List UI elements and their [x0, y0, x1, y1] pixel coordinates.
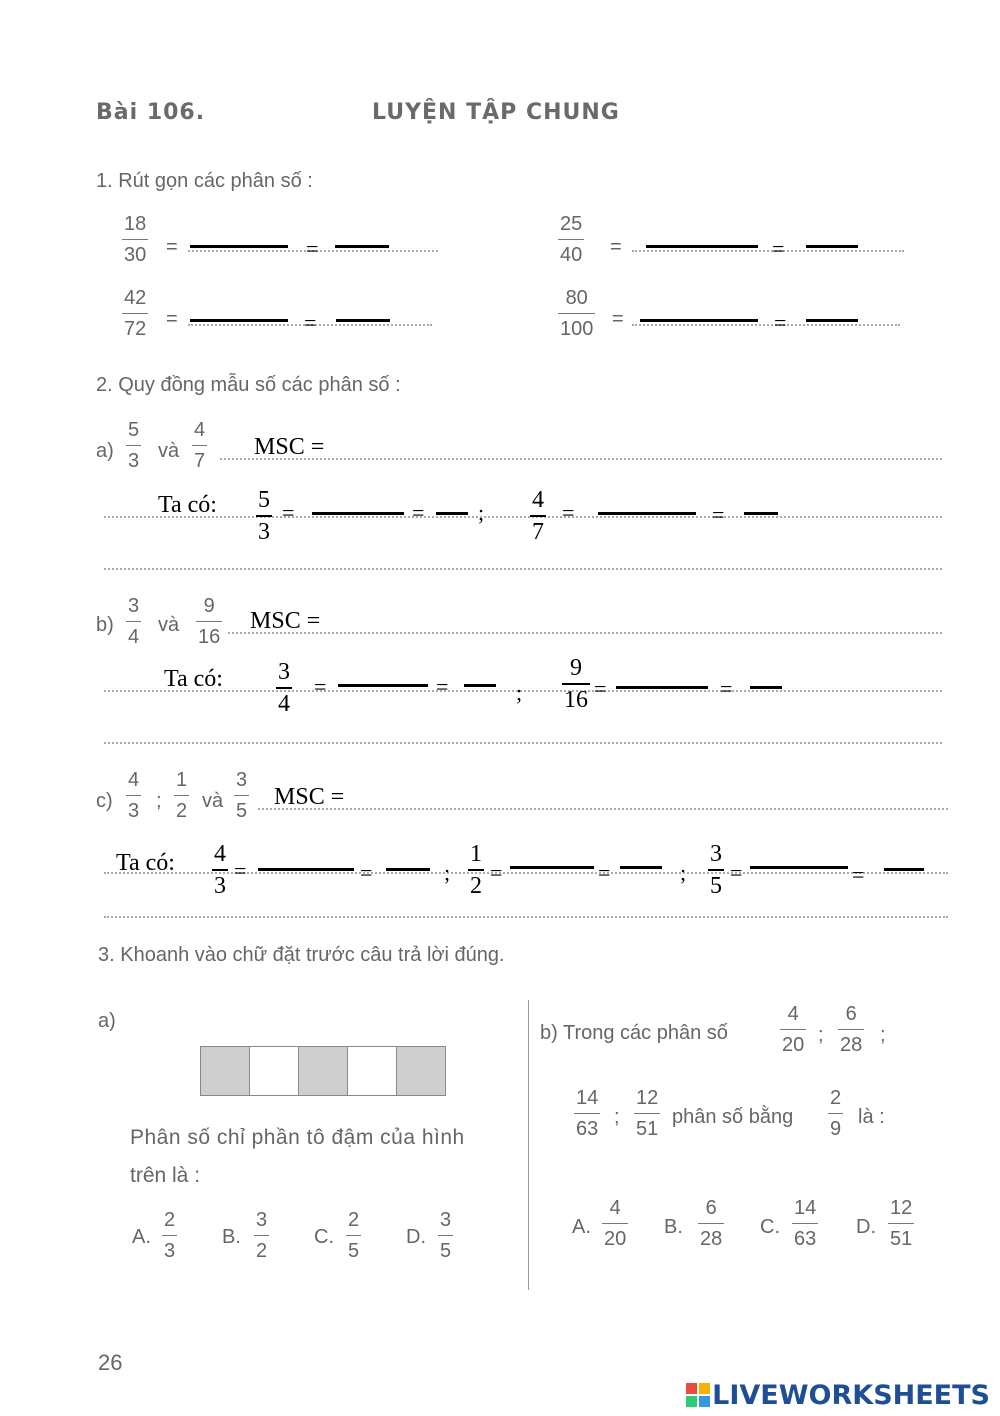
equals-sign: =	[730, 860, 743, 885]
equals-sign: =	[852, 862, 865, 887]
fraction-3-4: 3 4	[128, 595, 140, 648]
answer-blank[interactable]	[750, 686, 782, 689]
question-text: Phân số chỉ phần tô đậm của hình	[130, 1126, 465, 1149]
semicolon: ;	[516, 680, 523, 705]
equals-sign: =	[772, 236, 785, 261]
msc-answer-line[interactable]	[220, 458, 942, 460]
answer-blank[interactable]	[646, 245, 758, 248]
answer-dotted-line	[632, 324, 900, 326]
msc-answer-line[interactable]	[258, 808, 948, 810]
answer-blank[interactable]	[616, 686, 708, 689]
semicolon: ;	[444, 860, 451, 885]
answer-dotted-line	[104, 916, 948, 918]
strip-cell-empty	[347, 1046, 397, 1096]
option-c-letter[interactable]: C.	[760, 1216, 780, 1238]
equals-sign: =	[360, 860, 373, 885]
answer-blank[interactable]	[190, 245, 288, 248]
fraction-5-3: 5 3	[128, 419, 140, 472]
fraction-2-9: 2 9	[830, 1087, 842, 1140]
question-text: b) Trong các phân số	[540, 1022, 728, 1044]
fraction-4-3: 4 3	[128, 769, 140, 822]
answer-blank[interactable]	[620, 866, 662, 869]
answer-blank[interactable]	[464, 684, 496, 687]
option-b-fraction[interactable]: 3 2	[256, 1209, 268, 1262]
fraction-4-20: 4 20	[782, 1003, 805, 1056]
fraction-4-7: 4 7	[194, 419, 206, 472]
fraction-12-51: 12 51	[636, 1087, 659, 1140]
answer-blank[interactable]	[750, 866, 848, 869]
answer-blank[interactable]	[806, 319, 858, 322]
ex1-fraction-25-40: 25 40	[560, 213, 583, 266]
equals-sign: =	[412, 500, 425, 525]
answer-blank[interactable]	[312, 512, 404, 515]
option-b-letter[interactable]: B.	[222, 1226, 241, 1248]
equals-sign: =	[282, 500, 295, 525]
answer-dotted-line	[632, 250, 904, 252]
ex1-title: 1. Rút gọn các phân số :	[96, 170, 313, 192]
equals-sign: =	[490, 860, 503, 885]
answer-dotted-line	[104, 872, 948, 874]
strip-cell-shaded	[200, 1046, 250, 1096]
semicolon: ;	[818, 1024, 824, 1046]
answer-blank[interactable]	[884, 868, 924, 871]
ex2-title: 2. Quy đồng mẫu số các phân số :	[96, 374, 401, 396]
ex1-fraction-18-30: 18 30	[124, 213, 147, 266]
liveworksheets-logo[interactable]	[686, 1380, 990, 1411]
fraction-9-16: 9 16	[564, 655, 588, 713]
equals-sign: =	[166, 236, 178, 258]
semicolon: ;	[614, 1106, 620, 1128]
liveworksheets-icon	[686, 1383, 710, 1407]
equals-sign: =	[612, 308, 624, 330]
fraction-3-5: 3 5	[710, 841, 722, 899]
option-b-fraction[interactable]: 6 28	[700, 1197, 723, 1250]
ex1-fraction-80-100: 80 100	[560, 287, 594, 340]
answer-blank[interactable]	[335, 245, 389, 248]
option-a-fraction[interactable]: 2 3	[164, 1209, 176, 1262]
lesson-number: Bài 106.	[96, 100, 206, 125]
msc-label: MSC =	[274, 784, 345, 810]
ex1-fraction-42-72: 42 72	[124, 287, 147, 340]
ta-co-label: Ta có:	[116, 850, 175, 876]
fraction-3-5: 3 5	[236, 769, 248, 822]
answer-blank[interactable]	[386, 868, 430, 871]
and-text: và	[202, 790, 224, 812]
and-text: và	[158, 614, 180, 636]
equals-sign: =	[314, 674, 327, 699]
question-text: phân số bằng	[672, 1106, 794, 1128]
equals-sign: =	[720, 676, 733, 701]
equals-sign: =	[306, 236, 319, 261]
answer-blank[interactable]	[336, 319, 390, 322]
ta-co-label: Ta có:	[164, 666, 223, 692]
fraction-9-16: 9 16	[198, 595, 221, 648]
answer-blank[interactable]	[436, 512, 468, 515]
semicolon: ;	[880, 1024, 886, 1046]
answer-blank[interactable]	[338, 684, 428, 687]
option-d-fraction[interactable]: 3 5	[440, 1209, 452, 1262]
answer-dotted-line	[104, 690, 942, 692]
option-d-letter[interactable]: D.	[856, 1216, 876, 1238]
strip-cell-empty	[249, 1046, 299, 1096]
part-b-label: b)	[96, 614, 114, 636]
answer-blank[interactable]	[640, 319, 758, 322]
msc-label: MSC =	[250, 608, 321, 634]
page-title: LUYỆN TẬP CHUNG	[372, 100, 620, 125]
answer-blank[interactable]	[744, 512, 778, 515]
semicolon: ;	[156, 790, 162, 812]
equals-sign: =	[166, 308, 178, 330]
option-a-letter[interactable]: A.	[572, 1216, 591, 1238]
page-number: 26	[98, 1350, 123, 1375]
semicolon: ;	[478, 500, 485, 525]
part-a-label: a)	[98, 1010, 116, 1032]
option-a-letter[interactable]: A.	[132, 1226, 151, 1248]
fraction-3-4: 3 4	[278, 659, 290, 717]
strip-cell-shaded	[396, 1046, 446, 1096]
part-c-label: c)	[96, 790, 113, 812]
question-text: trên là :	[130, 1164, 201, 1187]
equals-sign: =	[594, 676, 607, 701]
option-c-fraction[interactable]: 2 5	[348, 1209, 360, 1262]
answer-blank[interactable]	[510, 866, 594, 869]
question-text: là :	[858, 1106, 885, 1128]
msc-answer-line[interactable]	[228, 632, 942, 634]
fraction-4-3: 4 3	[214, 841, 226, 899]
ta-co-label: Ta có:	[158, 492, 217, 518]
answer-dotted-line	[104, 516, 942, 518]
fraction-1-2: 1 2	[470, 841, 482, 899]
strip-cell-shaded	[298, 1046, 348, 1096]
option-c-fraction[interactable]: 14 63	[794, 1197, 817, 1250]
option-d-letter[interactable]: D.	[406, 1226, 426, 1248]
equals-sign: =	[304, 310, 317, 335]
answer-blank[interactable]	[806, 245, 858, 248]
equals-sign: =	[562, 500, 575, 525]
fraction-4-7: 4 7	[532, 487, 544, 545]
column-divider	[528, 1000, 529, 1290]
equals-sign: =	[712, 502, 725, 527]
equals-sign: =	[436, 674, 449, 699]
option-b-letter[interactable]: B.	[664, 1216, 683, 1238]
part-a-label: a)	[96, 440, 114, 462]
equals-sign: =	[774, 310, 787, 335]
msc-label: MSC =	[254, 434, 325, 460]
fraction-14-63: 14 63	[576, 1087, 599, 1140]
equals-sign: =	[234, 858, 247, 883]
option-a-fraction[interactable]: 4 20	[604, 1197, 627, 1250]
answer-blank[interactable]	[190, 319, 288, 322]
and-text: và	[158, 440, 180, 462]
fraction-6-28: 6 28	[840, 1003, 863, 1056]
option-d-fraction[interactable]: 12 51	[890, 1197, 913, 1250]
semicolon: ;	[680, 860, 687, 885]
answer-dotted-line	[104, 568, 942, 570]
equals-sign: =	[598, 860, 611, 885]
answer-blank[interactable]	[258, 868, 354, 871]
brand-text: LIVEWORKSHEETS	[712, 1380, 990, 1411]
option-c-letter[interactable]: C.	[314, 1226, 334, 1248]
answer-blank[interactable]	[598, 512, 696, 515]
fraction-1-2: 1 2	[176, 769, 188, 822]
answer-dotted-line	[104, 742, 942, 744]
fraction-5-3: 5 3	[258, 487, 270, 545]
equals-sign: =	[610, 236, 622, 258]
ex3-title: 3. Khoanh vào chữ đặt trước câu trả lời đúng.	[98, 944, 505, 966]
